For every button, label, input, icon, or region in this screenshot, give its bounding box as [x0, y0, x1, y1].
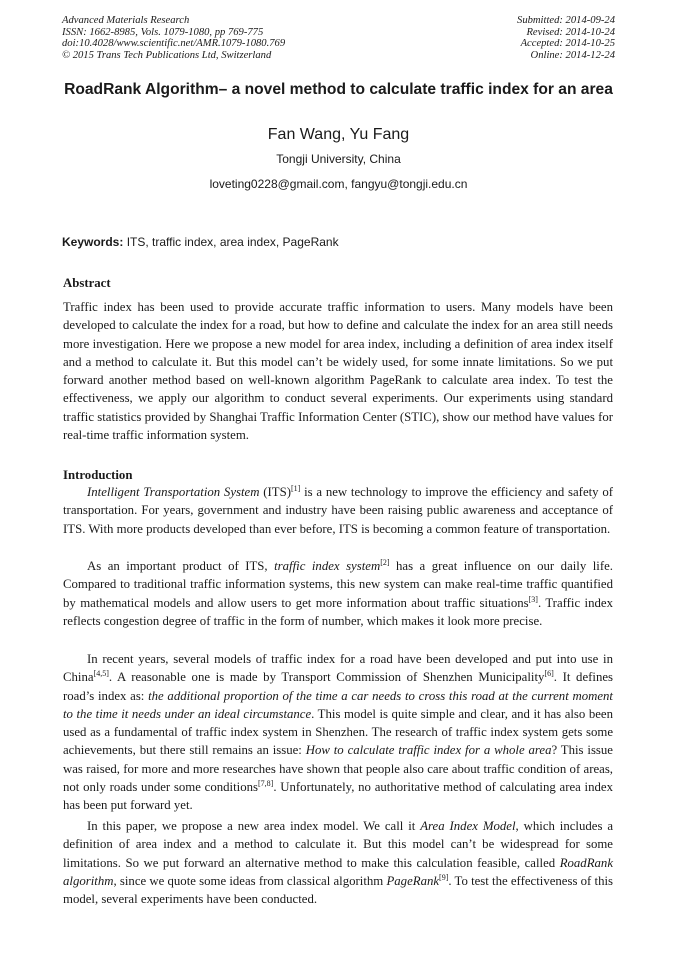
- p1-italic-1: Intelligent Transportation System: [87, 485, 260, 499]
- paper-authors: Fan Wang, Yu Fang: [267, 126, 410, 143]
- p2-text-3: . Traffic index reflects congestion degree of traffic in the form of number, which makes it look more precise.: [63, 595, 613, 628]
- introduction-heading: Introduction: [63, 468, 133, 482]
- intro-paragraph-3: [63, 650, 613, 815]
- p4-italic-3: PageRank: [386, 873, 440, 888]
- p4-text-2: , which includes a definition of area index and a method to calculate it. But this model can’t be widespread for some limitations. So we put forward an alternative method to make this calculation feasible, called: [63, 819, 613, 870]
- paper-title: RoadRank Algorithm– a novel method to calculate traffic index for an area: [64, 81, 613, 98]
- publication-dates: [517, 15, 615, 61]
- p3-text-2: . A reasonable one is made by Transport Commission of Shenzhen Municipality: [108, 670, 545, 685]
- p3-italic-2: How to calculate traffic index for a whole area: [305, 743, 552, 758]
- keywords-label: Keywords:: [62, 235, 124, 249]
- paper-email: loveting0228@gmail.com, fangyu@tongji.edu.cn: [209, 177, 468, 191]
- p4-text-1: In this paper, we propose a new area index model. We call it: [87, 819, 421, 833]
- p4-text-3: , since we quote some ideas from classical algorithm: [113, 873, 387, 888]
- intro-paragraph-2: [63, 557, 613, 630]
- abstract-text: Traffic index has been used to provide accurate traffic information to users. Many models have been developed to calculate the index for a road, but how to define and calculate the index for an area still needs more investigation. Here we propose a new model for area index, including a definition of area index itself and a method to calculate it. But this model can’t be widely used, for some innate limitations. So we put forward another method based on well-known algorithm PageRank to calculate area index. To test the effectiveness, we apply our algorithm to conduct several experiments. Our experiments using standard traffic statistics provided by Shanghai Traffic Information Center (STIC), show our method have values for real-time traffic information system.: [63, 300, 613, 443]
- citation-1: [1]: [290, 484, 301, 493]
- p2-italic-1: traffic index system: [274, 559, 381, 573]
- p3-text-4: . This model is quite simple and clear, and it has also been used as a fundamental of traffic index system in Shenzhen. The research of traffic index system gets some achievements, but there still remains an issue:: [63, 706, 614, 758]
- citation-4-5: [4,5]: [93, 669, 109, 679]
- citation-6: [6]: [544, 669, 554, 679]
- journal-issn: ISSN: 1662-8985, Vols. 1079-1080, pp 769-775: [62, 26, 264, 38]
- citation-2: [2]: [380, 558, 390, 567]
- p3-text-6: . Unfortunately, no authoritative method of calculating area index has been put forward yet.: [63, 780, 613, 813]
- keywords: [62, 235, 615, 250]
- p4-text-4: . To test the effectiveness of this model, several experiments have been conducted.: [63, 873, 613, 907]
- p1-text-1: (ITS): [259, 485, 291, 499]
- date-online: Online: 2014-12-24: [530, 49, 615, 61]
- p4-italic-2: RoadRank algorithm: [63, 855, 613, 888]
- date-revised: Revised: 2014-10-24: [526, 26, 615, 38]
- journal-copyright: © 2015 Trans Tech Publications Ltd, Switzerland: [62, 49, 272, 61]
- journal-info: [62, 15, 285, 61]
- intro-paragraph-1: [63, 483, 613, 538]
- journal-name: Advanced Materials Research: [62, 15, 190, 26]
- date-submitted: Submitted: 2014-09-24: [517, 15, 615, 26]
- citation-7-8: [7,8]: [258, 779, 274, 789]
- p1-text-2: is a new technology to improve the efficiency and safety of transportation. For years, government and industry have been raising public awareness and acceptance of ITS. With more products developed than ever before, ITS is becoming a common feature of transportation.: [63, 485, 614, 536]
- date-accepted: Accepted: 2014-10-25: [520, 38, 615, 50]
- abstract-heading: Abstract: [63, 276, 111, 290]
- p3-text-3: . It defines road’s index as:: [63, 670, 614, 703]
- intro-paragraph-4: [63, 817, 613, 908]
- paper-affiliation: Tongji University, China: [276, 152, 401, 166]
- keywords-list: ITS, traffic index, area index, PageRank: [123, 235, 339, 249]
- p4-italic-1: Area Index Model: [420, 819, 516, 833]
- citation-9: [9]: [439, 872, 449, 882]
- p3-text-5: ? This issue was raised, for more and more researches have shown that people also care about traffic condition of areas, not only roads under some conditions: [63, 743, 613, 795]
- journal-doi: doi:10.4028/www.scientific.net/AMR.1079-1080.769: [62, 38, 286, 50]
- p2-text-1: As an important product of ITS,: [87, 559, 275, 573]
- citation-3: [3]: [528, 594, 538, 604]
- p2-text-2: has a great influence on our daily life. Compared to traditional traffic information systems, this new system can make real-time traffic quantified by mathematical models and allow users to get more information about traffic situations: [63, 559, 613, 610]
- p3-text-1: In recent years, several models of traffic index for a road have been developed and put into use in China: [63, 652, 613, 685]
- p3-italic-1: the additional proportion of the time a car needs to cross this road at the current moment to the time it needs under an ideal circumstance: [63, 688, 613, 721]
